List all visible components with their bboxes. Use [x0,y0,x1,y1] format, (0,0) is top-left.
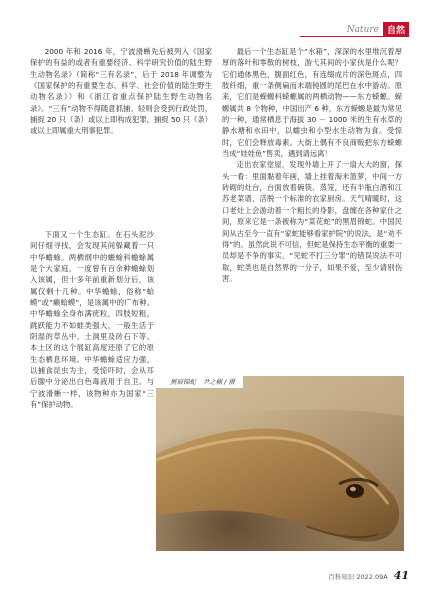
paragraph: 2000 年和 2016 年，宁波滑蜥先后被列入《国家保护的有益的或者有重要经济、科学研究价值的陆生野生动物名录》（简称“三有名录”，后于 2018 年调整为《国家保护的有重要生态、科学、社会价值的陆生野生动物名录》）和《浙江省重点保护陆生野生动物名录》。“三有”动物不得随意抓捕、轻则会受到行政处罚，捕捉 20 只（条）或以上即构成犯罪，捕捉 50 只（条）或以上即属重大刑事犯罪。 [30,47,212,136]
page-number: 41 [393,569,409,582]
header-rule [300,36,409,37]
left-column-top [30,46,212,137]
page-footer [328,569,409,582]
snake-photo [156,376,404,551]
section-label-cn: 自然 [383,22,409,37]
right-column [222,46,402,284]
paragraph: 最后一个生态缸是个“水箱”，深深的水里堆沉着厚厚的落叶和零散的树枝，游弋其间的小家伙是什么呢？它们通体黑色，腹面红色，有连缀成片的深色斑点，四肢纤细，重一条侧扁而末端钝圆的尾巴在水中游动。原来，它们是蝾螈科蝾螈属的两栖动物——东方蝾螈。蝾螈属共 8 个物种，中国出产 6 种，东方蝾螈是最为常见的一种，通常栖息于海拔 30 － 1000 米的生有水草的静水塘和水田中，以蠕虫和小型水生动物为食。受惊时，它们会释放毒素。大街上偶有不良商贩把东方蝾螈当成“娃娃鱼”售卖，遇到请远离！ [222,47,402,159]
paragraph: 下面又一个生态缸。在石头泥沙间仔细寻找，会发现其间躲藏着一只中华蟾蜍。两栖纲中的蟾蜍科蟾蜍属是个大家庭，一度曾有百余种蟾蜍划入该属，但十多年前重新划分后，该属仅剩十几种。中华蟾蜍，俗称“蛤蟆”或“癞蛤蟆”，是该属中的广布种。中华蟾蜍全身布满疣粒，四肢短粗，跳跃能力不如蛙类强大，一般生活于阴湿的草丛中、土洞里及砖石下等。本土区的这个展缸高度还原了它的原生态栖息环境。中华蟾蜍适应力强，以捕食昆虫为主，受惊吓时，会从耳后腺中分泌出白色毒液用于自卫。与宁波滑蜥一样，该物种亦为国家“三有”保护动物。 [30,230,154,410]
section-header [347,22,409,37]
section-label-en: Nature [346,24,379,35]
snake-illustration [156,376,404,551]
paragraph: 走出农家堂屋，发现外墙上开了一扇大大的窗，探头一看：里面黏着年画，墙上挂着淘米篮萝，中间一方砖砌的灶台，台面放着碗筷、蒸笼，还有半瓶白酒和江苏老菜谱，活脱一个标准的农家厨房。天气晴暖时，这口老灶上会游动着一个粗长的身影，盘缠在各种家什之间，原来它是一条被称为“菜花蛇”的黑眉锦蛇。中国民间从古至今一直有“家蛇能够看家护院”的说法，是“劝不得”的。虽然此说不可信，但蛇是保持生态平衡的重要一员却是不争的事实。“见蛇不打三分罪”的错误说法不可取，蛇类也是自然界的一分子，如果不爱，至少请别伤害。 [222,160,402,283]
left-column-bottom [30,229,154,411]
photo-caption: 黑眉锦蛇 尹之楠 / 摄 [156,376,243,388]
journal-issue: 百科知识 2022.09A [328,573,388,581]
